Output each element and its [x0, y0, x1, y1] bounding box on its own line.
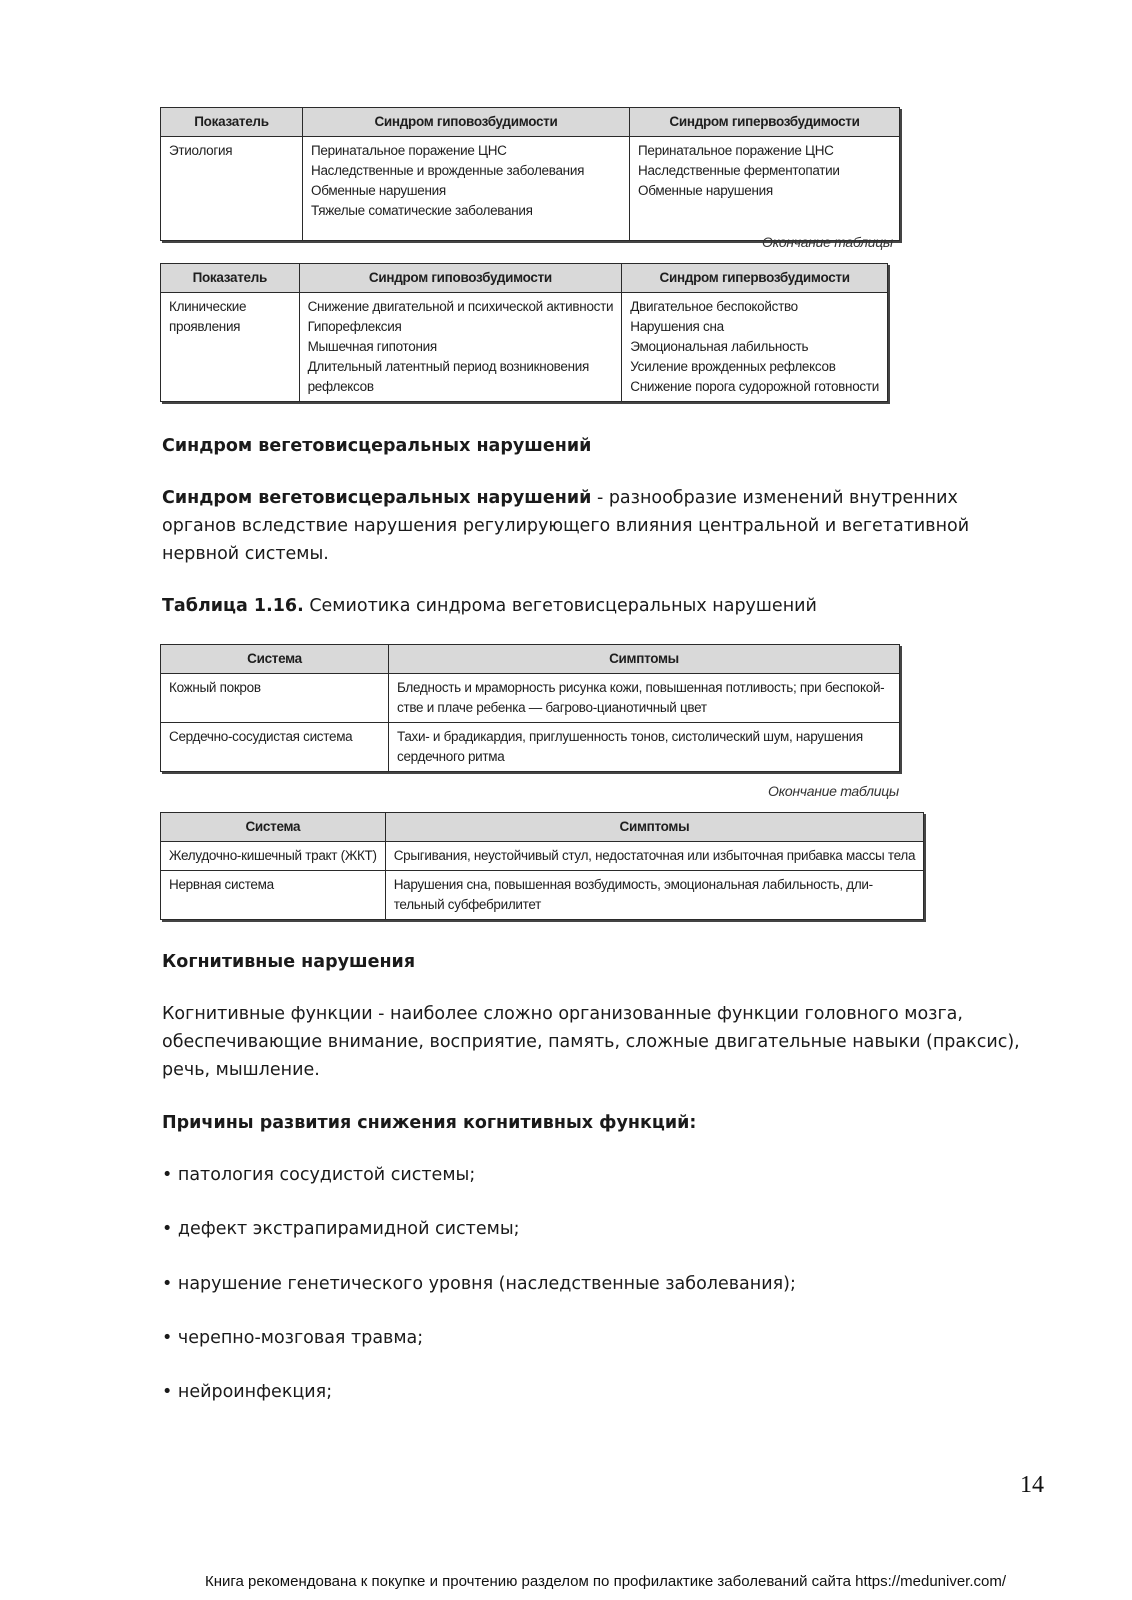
table-end-caption: Окончание таблицы — [762, 234, 893, 250]
cell-line: стве и плаче ребенка — багрово-цианотичный цвет — [397, 700, 707, 715]
footer-note: Книга рекомендована к покупке и прочтению разделом по профилактике заболеваний сайта https://meduniver.com/ — [205, 1573, 1007, 1590]
list-item: • нейроинфекция; — [162, 1382, 333, 1402]
table-excitability-clinical — [160, 263, 888, 402]
cell-line: Перинатальное поражение ЦНС — [311, 143, 507, 158]
table-cell-indicator — [161, 293, 300, 402]
column-header: Система — [161, 813, 386, 842]
table-cell-hyper — [622, 293, 888, 402]
table-vegeto-symptoms — [160, 644, 900, 772]
table-cell-symptoms — [385, 842, 923, 871]
table-row — [161, 137, 900, 241]
column-header: Показатель — [161, 264, 300, 293]
list-item: • дефект экстрапирамидной системы; — [162, 1219, 520, 1239]
column-header: Показатель — [161, 108, 303, 137]
table-header-row — [161, 813, 924, 842]
list-item: • черепно-мозговая травма; — [162, 1328, 424, 1348]
cell-line: Бледность и мраморность рисунка кожи, повышенная потливость; при беспокой- — [397, 680, 885, 695]
column-header: Синдром гипервозбудимости — [630, 108, 900, 137]
causes-heading: Причины развития снижения когнитивных функций: — [162, 1113, 697, 1133]
column-header: Синдром гиповозбудимости — [303, 108, 630, 137]
table-cell-symptoms — [389, 723, 900, 772]
table-cell-hypo — [299, 293, 622, 402]
column-header: Система — [161, 645, 389, 674]
cell-line: Обменные нарушения — [311, 183, 446, 198]
definition-text: - разнообразие изменений внутренних органов вследствие нарушения регулирующего влияния центральной и вегетативной нервной системы. — [162, 488, 970, 564]
definition-term: Синдром вегетовисцеральных нарушений — [162, 488, 592, 508]
cognitive-paragraph: Когнитивные функции - наиболее сложно организованные функции головного мозга, обеспечивающие внимание, восприятие, память, сложные двигательные навыки (праксис), речь, мышление. — [162, 1004, 1020, 1080]
cell-line: тельный субфебрилитет — [393, 897, 542, 912]
table-vegeto-symptoms-cont — [160, 812, 924, 920]
cell-line: проявления — [169, 319, 241, 334]
cell-line: Эмоциональная лабильность — [630, 339, 809, 354]
cell-line: Клинические — [169, 299, 247, 314]
table-cell-indicator: Этиология — [161, 137, 303, 241]
table-excitability-etiology — [160, 107, 900, 241]
cell-line: сердечного ритма — [397, 749, 505, 764]
table-title: Семиотика синдрома вегетовисцеральных нарушений — [303, 596, 817, 616]
definition-paragraph — [162, 484, 1022, 568]
cell-line: Мышечная гипотония — [307, 339, 437, 354]
section-heading: Когнитивные нарушения — [162, 952, 416, 972]
table-header-row — [161, 108, 900, 137]
list-item: • нарушение генетического уровня (наследственные заболевания); — [162, 1274, 796, 1294]
table-label: Таблица 1.16. — [162, 596, 304, 616]
cell-line: Усиление врожденных рефлексов — [630, 359, 836, 374]
column-header: Синдром гипервозбудимости — [622, 264, 888, 293]
cell-line: Гипорефлексия — [307, 319, 402, 334]
column-header: Симптомы — [389, 645, 900, 674]
cell-line: Нарушения сна, повышенная возбудимость, эмоциональная лабильность, дли- — [393, 877, 873, 892]
cell-line: Снижение порога судорожной готовности — [630, 379, 879, 394]
page-number: 14 — [1020, 1472, 1044, 1498]
table-cell-system: Кожный покров — [161, 674, 389, 723]
cell-line: Длительный латентный период возникновения — [307, 359, 589, 374]
cell-line: Наследственные ферментопатии — [638, 163, 840, 178]
section-heading: Синдром вегетовисцеральных нарушений — [162, 436, 592, 456]
cell-line: Наследственные и врожденные заболевания — [311, 163, 585, 178]
table-header-row — [161, 264, 888, 293]
table-cell-system: Сердечно-сосудистая система — [161, 723, 389, 772]
cell-line: Обменные нарушения — [638, 183, 773, 198]
table-cell-symptoms — [389, 674, 900, 723]
table-cell-hyper — [630, 137, 900, 241]
table-row — [161, 293, 888, 402]
cell-line: Тяжелые соматические заболевания — [311, 203, 533, 218]
table-end-caption: Окончание таблицы — [768, 783, 899, 799]
table-cell-system: Нервная система — [161, 871, 386, 920]
cell-line: Перинатальное поражение ЦНС — [638, 143, 834, 158]
column-header: Синдром гиповозбудимости — [299, 264, 622, 293]
cell-line: Снижение двигательной и психической активности — [307, 299, 614, 314]
cell-line: Нарушения сна — [630, 319, 724, 334]
table-cell-hypo — [303, 137, 630, 241]
cell-line: Тахи- и брадикардия, приглушенность тонов, систолический шум, нарушения — [397, 729, 863, 744]
table-cell-symptoms — [385, 871, 923, 920]
table-row — [161, 871, 924, 920]
table-row — [161, 723, 900, 772]
cell-line: рефлексов — [307, 379, 374, 394]
cell-line: Срыгивания, неустойчивый стул, недостаточная или избыточная прибавка массы тела — [393, 848, 916, 863]
table-row — [161, 842, 924, 871]
cell-line: Двигательное беспокойство — [630, 299, 798, 314]
table-cell-system: Желудочно-кишечный тракт (ЖКТ) — [161, 842, 386, 871]
column-header: Симптомы — [385, 813, 923, 842]
list-item: • патология сосудистой системы; — [162, 1165, 476, 1185]
table-header-row — [161, 645, 900, 674]
table-row — [161, 674, 900, 723]
table-caption — [162, 592, 1022, 620]
